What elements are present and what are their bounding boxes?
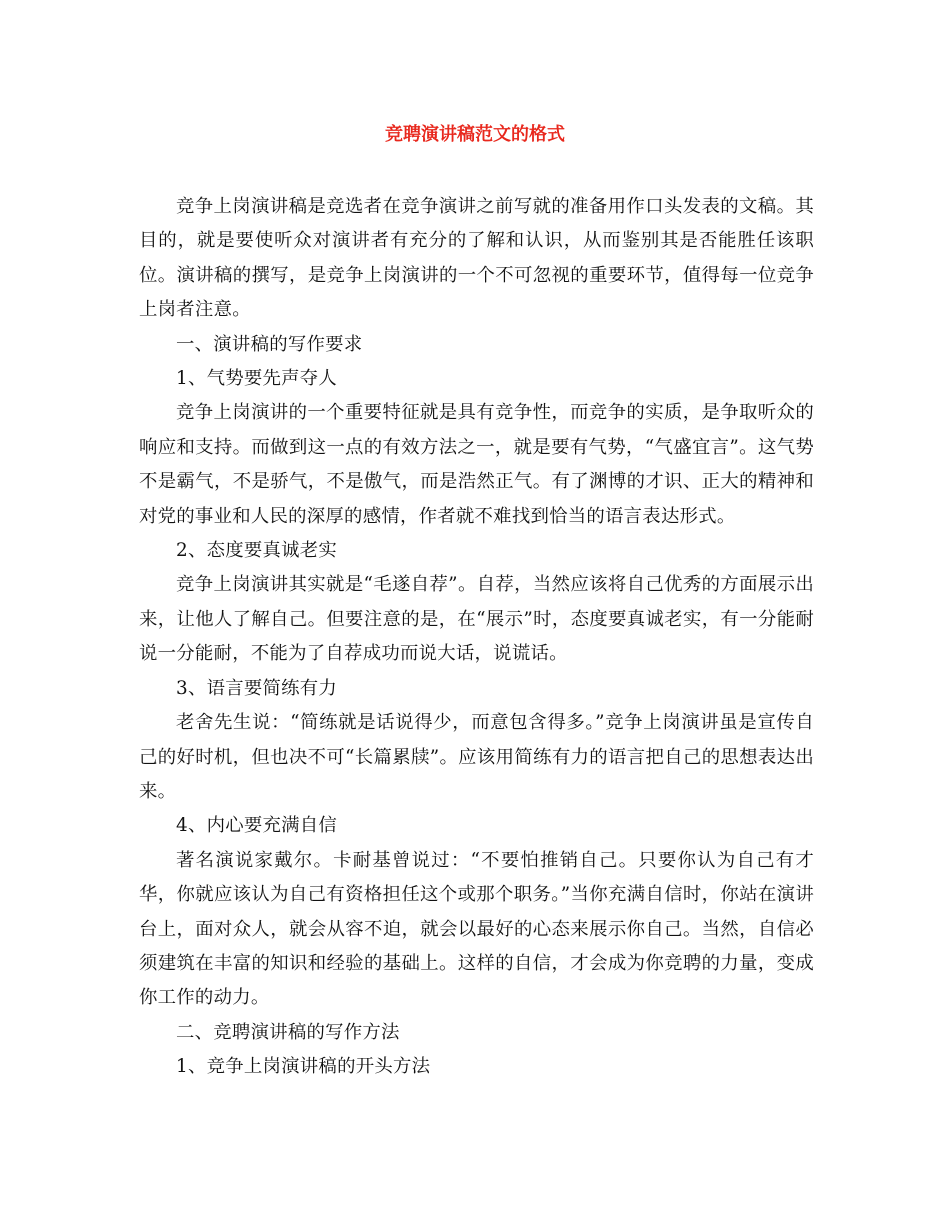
subheading-sincere-attitude: 2、态度要真诚老实 [176,540,338,562]
paragraph-momentum: 竞争上岗演讲的一个重要特征就是具有竞争性，而竞争的实质，是争取听众的响应和支持。而做到这一点的有效方法之一，就是要有气势，“气盛宜言”。这气势不是霸气，不是骄气，不是傲气，而是浩然正气。有了渊博的才识、正大的精神和对党的事业和人民的深厚的感情，作者就不难找到恰当的语言表达形式。 [139,402,814,527]
subheading-momentum: 1、气势要先声夺人 [176,368,338,390]
subheading-concise-language: 3、语言要简练有力 [176,677,338,699]
section-heading-writing-requirements: 一、演讲稿的写作要求 [176,333,363,355]
document-title: 竞聘演讲稿范文的格式 [385,124,565,145]
subheading-opening-methods: 1、竞争上岗演讲稿的开头方法 [176,1056,431,1078]
document-body [139,190,814,1085]
paragraph-intro: 竞争上岗演讲稿是竞选者在竞争演讲之前写就的准备用作口头发表的文稿。其目的，就是要使听众对演讲者有充分的了解和认识，从而鉴别其是否能胜任该职位。演讲稿的撰写，是竞争上岗演讲的一个不可忽视的重要环节，值得每一位竞争上岗者注意。 [139,196,814,321]
paragraph-sincere-attitude: 竞争上岗演讲其实就是“毛遂自荐”。自荐，当然应该将自己优秀的方面展示出来，让他人了解自己。但要注意的是，在“展示”时，态度要真诚老实，有一分能耐说一分能耐，不能为了自荐成功而说大话，说谎话。 [139,574,814,665]
subheading-confidence: 4、内心要充满自信 [176,815,338,837]
paragraph-concise-language: 老舍先生说：“简练就是话说得少，而意包含得多。”竞争上岗演讲虽是宣传自己的好时机，但也决不可“长篇累牍”。应该用简练有力的语言把自己的思想表达出来。 [139,712,814,802]
paragraph-confidence: 著名演说家戴尔。卡耐基曾说过：“不要怕推销自己。只要你认为自己有才华，你就应该认为自己有资格担任这个或那个职务。”当你充满自信时，你站在演讲台上，面对众人，就会从容不迫，就会以最好的心态来展示你自己。当然，自信必须建筑在丰富的知识和经验的基础上。这样的自信，才会成为你竞聘的力量，变成你工作的动力。 [139,849,814,1009]
section-heading-writing-methods: 二、竞聘演讲稿的写作方法 [176,1021,400,1043]
